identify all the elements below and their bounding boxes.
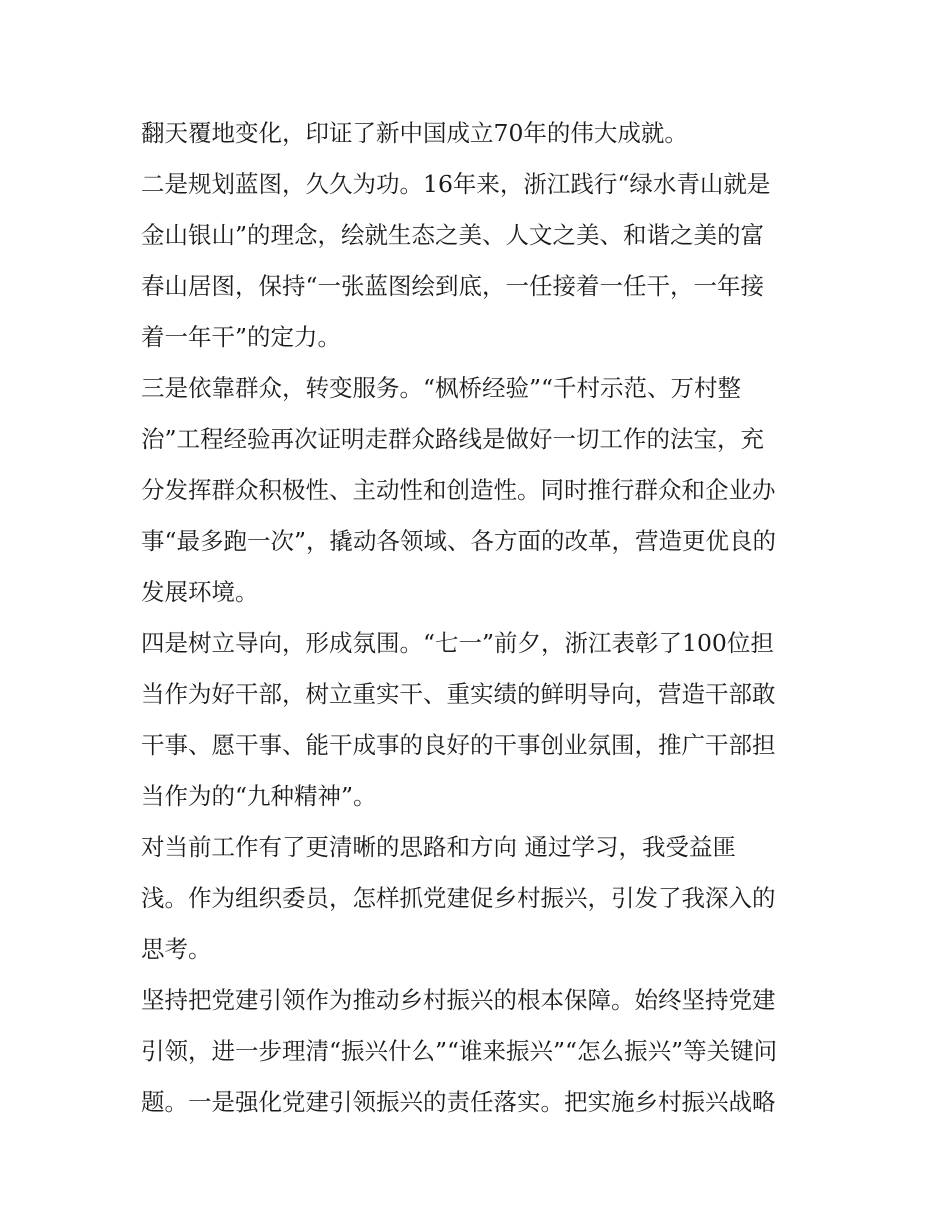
body-text (141, 108, 821, 1128)
text-line: 二是规划蓝图，久久为功。16年来，浙江践行“绿水青山就是 (141, 170, 771, 198)
text-line: 三是依靠群众，转变服务。“枫桥经验”“千村示范、万村整 (141, 374, 742, 402)
text-line: 发展环境。 (141, 578, 259, 606)
text-line: 翻天覆地变化，印证了新中国成立70年的伟大成就。 (141, 119, 688, 147)
text-line: 春山居图，保持“一张蓝图绘到底，一任接着一任干，一年接 (141, 272, 765, 300)
text-line: 对当前工作有了更清晰的思路和方向 通过学习，我受益匪 (141, 833, 736, 861)
text-line: 思考。 (141, 935, 212, 963)
text-line: 事“最多跑一次”，撬动各领域、各方面的改革，营造更优良的 (141, 527, 777, 555)
text-line: 分发挥群众积极性、主动性和创造性。同时推行群众和企业办 (141, 476, 776, 504)
text-line: 着一年干”的定力。 (141, 323, 342, 351)
text-line: 坚持把党建引领作为推动乡村振兴的根本保障。始终坚持党建 (141, 986, 776, 1014)
text-line: 干事、愿干事、能干成事的良好的干事创业氛围，推广干部担 (141, 731, 776, 759)
text-line: 四是树立导向，形成氛围。“七一”前夕，浙江表彰了100位担 (141, 629, 774, 657)
text-line: 题。一是强化党建引领振兴的责任落实。把实施乡村振兴战略 (141, 1088, 776, 1116)
text-line: 引领，进一步理清“振兴什么”“谁来振兴”“怎么振兴”等关键问 (141, 1037, 778, 1065)
text-line: 当作为好干部，树立重实干、重实绩的鲜明导向，营造干部敢 (141, 680, 776, 708)
text-line: 浅。作为组织委员，怎样抓党建促乡村振兴，引发了我深入的 (141, 884, 776, 912)
text-line: 治”工程经验再次证明走群众路线是做好一切工作的法宝，充 (141, 425, 765, 453)
text-line: 金山银山”的理念，绘就生态之美、人文之美、和谐之美的富 (141, 221, 765, 249)
text-line: 当作为的“九种精神”。 (141, 782, 377, 810)
